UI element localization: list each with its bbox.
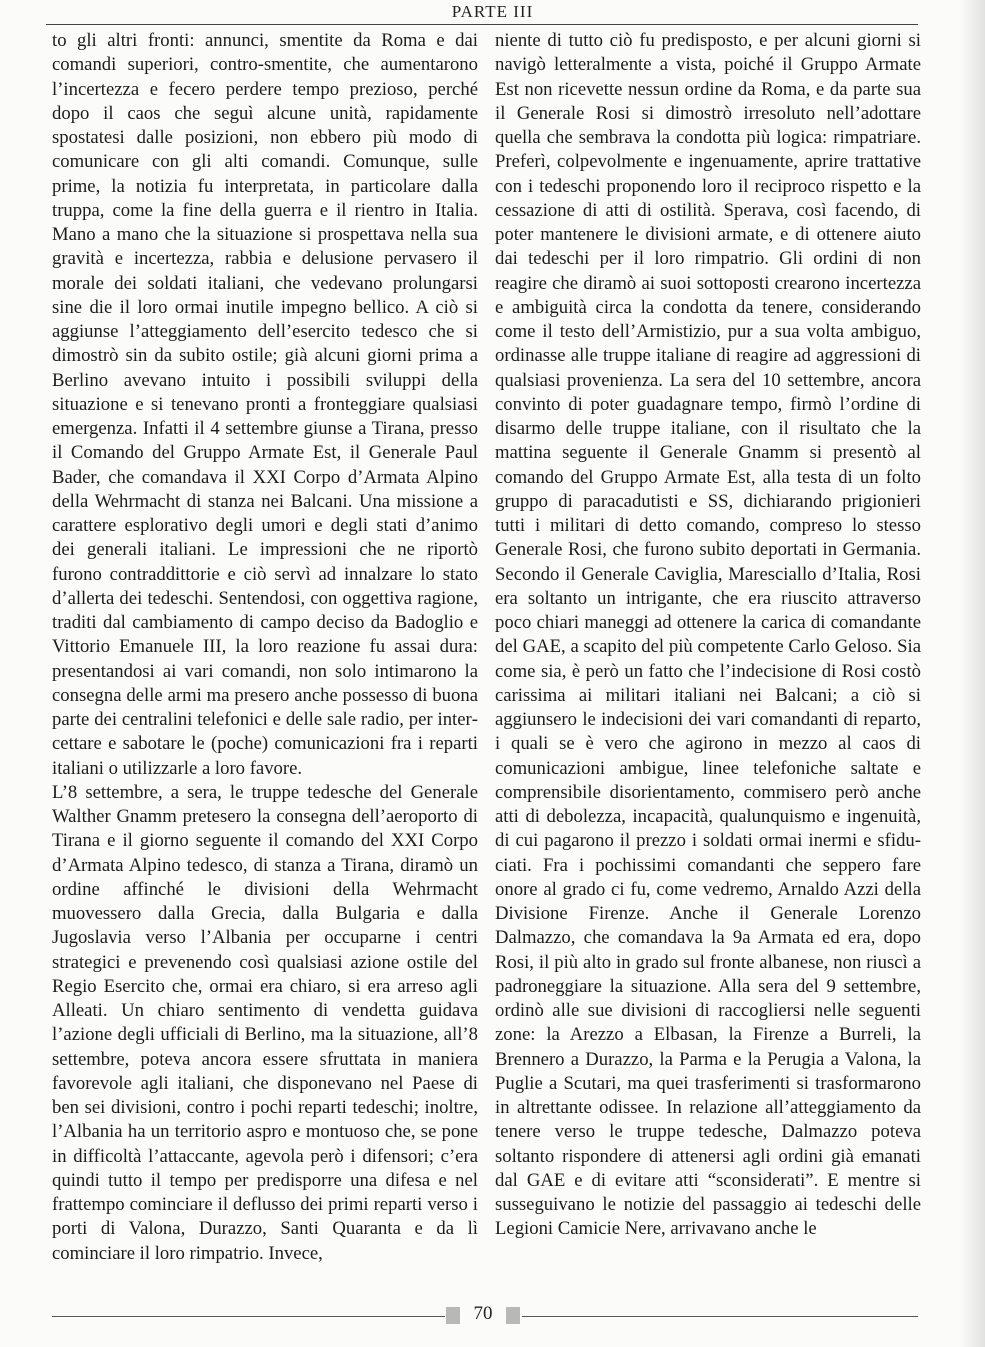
footer-square-right-icon	[506, 1307, 520, 1324]
footer-rule-right	[522, 1316, 918, 1317]
footer-rule-left	[52, 1316, 445, 1317]
running-header: PARTE III	[451, 2, 534, 21]
right-column	[495, 29, 921, 1242]
footer-square-left-icon	[446, 1307, 460, 1324]
left-column	[52, 29, 478, 1266]
left-paragraph-1: to gli altri fronti: annunci, smentite da Roma e dai comandi superiori, contro-smentite, che aumentarono l’incertezza e fecero perdere tempo prezioso, perché dopo il caos che seguì alcune unità, rapidamente spostatesi dalle posizioni, non ebbero più modo di comunicare con gli alti comandi. Comunque, sulle prime, la notizia fu interpretata, in particolare dalla truppa, come la fine della guerra e il rientro in Italia. Mano a mano che la situazione si prospettava nella sua gravità e incertezza, rabbia e delusione pervasero il morale dei soldati italiani, che vedevano prolungarsi sine die il loro ormai inutile impegno bellico. A ciò si aggiunse l’atteggiamento dell’esercito tedesco che si dimostrò sin da subito ostile; già alcuni giorni prima a Berlino avevano intuito i possibili sviluppi della situazione e si tenevano pronti a fronteggiare qualsiasi emergenza. Infatti il 4 settembre giunse a Tirana, presso il Comando del Gruppo Armate Est, il Generale Paul Bader, che comandava il XXI Corpo d’Armata Alpino della Wehrmacht di stanza nei Balcani. Una missione a carattere esplorativo degli umori e degli stati d’animo dei generali italiani. Le impressioni che ne riportò furono contraddittorie e ciò servì ad innalzare lo stato d’allerta dei tedeschi. Sentendosi, con oggettiva ragione, traditi dal cambiamento di campo deciso da Badoglio e Vittorio Emanuele III, la loro reazione fu assai dura: presentandosi ai vari comandi, non solo intimarono la consegna delle armi ma presero anche possesso di buona parte dei centralini telefonici e delle sale radio, per intercettare e sabotare le (poche) comunicazioni fra i reparti italiani o utilizzarle a loro favore.	[52, 30, 478, 779]
page-edge-shadow	[959, 0, 985, 1347]
header-rule	[46, 24, 918, 25]
page-number: 70	[473, 1303, 493, 1324]
left-paragraph-2: L’8 settembre, a sera, le truppe tedesche del Generale Walther Gnamm pretesero la consegna dell’aeroporto di Tirana e il giorno seguente il comando del XXI Corpo d’Armata Alpino tedesco, di stanza a Tirana, diramò un ordine affinché le divisioni della Wehrmacht muovessero dalla Grecia, dalla Bulgaria e dalla Jugoslavia verso l’Albania per occuparne i centri strategici e prevenendo così qualsiasi azione ostile del Regio Esercito che, ormai era chiaro, si era arreso agli Alleati. Un chiaro sentimento di vendetta guidava l’azione degli ufficiali di Berlino, ma la situazione, all’8 settembre, poteva ancora essere sfruttata in maniera favorevole agli italiani, che disponevano nel Paese di ben sei divisioni, contro i pochi reparti tedeschi; inoltre, l’Albania ha un territorio aspro e montuoso che, se pone in difficoltà l’attaccante, agevola però i difensori; c’era quindi tutto il tempo per predisporre una difesa e nel frattempo cominciare il deflusso dei primi reparti verso i porti di Valona, Durazzo, Santi Quaranta e da lì cominciare il loro rimpatrio. Invece,	[52, 781, 478, 1264]
right-paragraph-1: niente di tutto ciò fu predisposto, e per alcuni giorni si navigò letteralmente a vista, poiché il Gruppo Armate Est non ricevette nessun ordine da Roma, e da parte sua il Generale Rosi si dimostrò irresoluto nell’adottare quella che sembrava la condotta più logica: rimpatriare. Preferì, colpevolmente e ingenuamente, aprire trattative con i tedeschi proponendo loro il reciproco rispetto e la cessazione di atti di ostilità. Sperava, così facendo, di poter mantenere le divisioni armate, e di ottenere aiuto dai tedeschi per il loro rimpatrio. Gli ordini di non reagire che diramò ai suoi sottoposti crearono incertezza e ambiguità circa la condotta da tenere, considerando come il testo dell’Armistizio, pur a sua volta ambiguo, ordinasse alle truppe italiane di reagire ad aggressioni di qualsiasi provenienza. La sera del 10 settembre, ancora convinto di poter guadagnare tempo, firmò l’ordine di disarmo delle truppe italiane, con il risultato che la mattina seguente il Generale Gnamm si presentò al comando del Gruppo Armate Est, alla testa di un folto gruppo di paracadutisti e SS, dichiarando prigionieri tutti i militari di detto comando, compreso lo stesso Generale Rosi, che furono subito deportati in Germania. Secondo il Generale Caviglia, Maresciallo d’Italia, Rosi era soltanto un intrigante, che era riuscito attraverso poco chiari maneggi ad ottenere la carica di comandante del GAE, a scapito del più competente Carlo Geloso. Sia come sia, è però un fatto che l’indecisione di Rosi costò carissima ai militari italiani nei Balcani; a ciò si aggiunsero le indecisioni dei vari comandanti di reparto, i quali se è vero che agirono in mezzo al caos di comunicazioni ambigue, linee telefoniche saltate e comprensibile disorientamento, commisero però anche atti di debolezza, incapacità, qualunquismo e ingenuità, di cui pagarono il prezzo i soldati ormai inermi e sfiduciati. Fra i pochissimi comandanti che seppero fare onore al grado ci fu, come vedremo, Arnaldo Azzi della Divisione Firenze. Anche il Generale Lorenzo Dalmazzo, che comandava la 9a Armata ed era, dopo Rosi, il più alto in grado sul fronte albanese, non riuscì a padroneggiare la situazione. Alla sera del 9 settembre, ordinò alle sue divisioni di raccogliersi nelle seguenti zone: la Arezzo a Elbasan, la Firenze a Burreli, la Brennero a Durazzo, la Parma e la Perugia a Valona, la Puglie a Scutari, ma quei trasferimenti si trasformarono in altrettante odissee. In relazione all’atteggiamento da tenere verso le truppe tedesche, Dalmazzo poteva soltanto rispondere di attenersi agli ordini già emanati dal GAE e di evitare atti “sconsiderati”. E mentre si susseguivano le notizie del passaggio ai tedeschi delle Legioni Camicie Nere, arrivavano anche le	[495, 30, 921, 1240]
